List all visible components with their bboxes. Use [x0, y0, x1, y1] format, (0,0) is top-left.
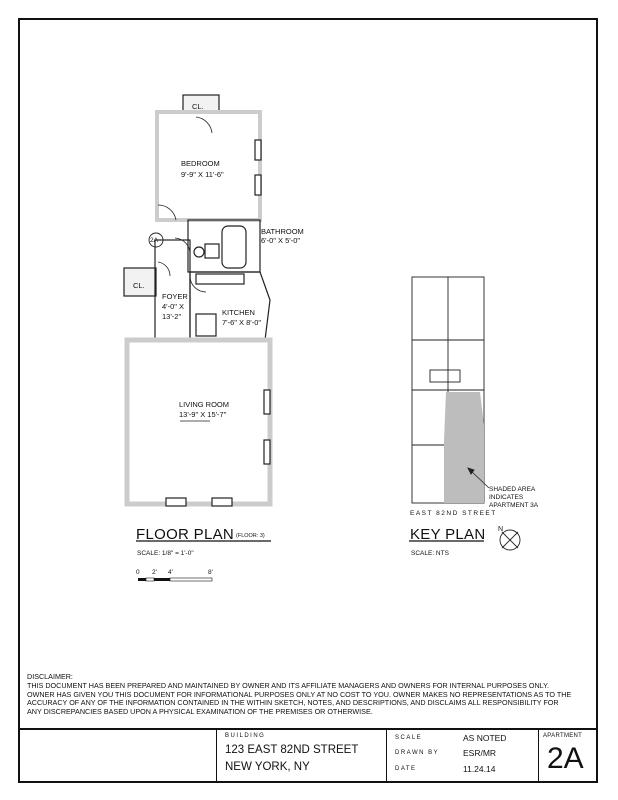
kitchen-counter — [196, 274, 244, 284]
kitchen-dimensions: 7'-6" X 8'-0" — [222, 318, 262, 327]
closet-top-label: CL. — [192, 102, 204, 111]
key-plan-note-1: SHADED AREA — [489, 486, 536, 493]
scale-value: AS NOTED — [463, 733, 507, 743]
disclaimer-body: THIS DOCUMENT HAS BEEN PREPARED AND MAINTAINED BY OWNER AND ITS AFFILIATE MANAGERS AND OWNERS FOR INTERNAL PURPOSES ONLY. OWNER HAS GIVEN YOU THIS DOCUMENT FOR INFORMATIONAL PURPOSES ONLY AT NO COST TO YOU. OWNER MAKES NO REPRESENTATIONS AS TO THE ACCURACY OF ANY OF THE INFORMATION CONTAINED IN THE WITHIN SKETCH, NOTES, AND DESCRIPTIONS, AND DISCLAIMS ALL RESPONSIBILITY FOR ANY DISCREPANCIES BASED UPON A PHYSICAL EXAMINATION OF THE PREMISES OR OTHERWISE. — [27, 680, 572, 717]
foyer-wall — [155, 240, 190, 340]
address-line-2: NEW YORK, NY — [225, 761, 310, 773]
bathroom-dimensions: 6'-0" X 5'-0" — [261, 236, 301, 245]
bathtub — [222, 226, 246, 268]
north-label: N — [498, 526, 504, 533]
scale-bar-0: 0 — [136, 569, 140, 576]
apartment-caption: APARTMENT — [543, 733, 583, 739]
building-caption: BUILDING — [225, 733, 266, 739]
bedroom-dimensions: 9'-9" X 11'-6" — [181, 170, 224, 179]
bathroom-label: BATHROOM — [261, 227, 304, 236]
date-value: 11.24.14 — [463, 764, 496, 774]
unit-tag-label: 2A — [150, 237, 158, 244]
apartment-cell — [538, 730, 596, 783]
date-caption: DATE — [395, 766, 417, 772]
bedroom-label: BEDROOM — [181, 159, 220, 168]
kitchen-wall — [190, 272, 270, 340]
shaded-apartment-area — [444, 392, 484, 503]
scale-bar-2: 2' — [152, 569, 157, 576]
living-room-wall — [127, 340, 270, 504]
toilet — [194, 247, 204, 257]
kitchen-label: KITCHEN — [222, 308, 255, 317]
scale-bar-graphic — [138, 578, 212, 581]
scale-bar-8: 8' — [208, 569, 213, 576]
drawn-by-value: ESR/MR — [463, 748, 497, 758]
info-cell — [386, 730, 538, 783]
key-plan-note-2: INDICATES — [489, 494, 524, 501]
key-plan-scale: SCALE: NTS — [411, 550, 449, 557]
floor-plan-title: FLOOR PLAN — [136, 526, 235, 543]
bath-sink — [205, 244, 219, 258]
closet-left-label: CL. — [133, 281, 145, 290]
disclaimer-heading: DISCLAIMER: — [27, 672, 73, 681]
floor-plan-scale: SCALE: 1/8" = 1'-0" — [137, 550, 194, 557]
living-room-label: LIVING ROOM — [179, 400, 230, 409]
foyer-dimensions-1: 4'-0" X — [162, 302, 185, 311]
scale-bar-4: 4' — [168, 569, 173, 576]
title-block — [18, 728, 598, 783]
foyer-dimensions-2: 13'-2" — [162, 312, 182, 321]
key-plan-note-3: APARTMENT 3A — [489, 502, 539, 509]
scale-caption: SCALE — [395, 735, 423, 741]
apartment-number: 2A — [547, 742, 584, 775]
key-plan-street: EAST 82ND STREET — [410, 510, 497, 517]
floor-note: (FLOOR: 3) — [236, 533, 265, 539]
disclaimer — [27, 673, 572, 717]
foyer-label: FOYER — [162, 292, 188, 301]
address-line-1: 123 EAST 82ND STREET — [225, 744, 359, 756]
living-room-dimensions: 13'-9" X 15'-7" — [179, 410, 227, 419]
key-plan-title: KEY PLAN — [410, 526, 486, 543]
kitchen-fridge — [196, 314, 216, 336]
drawn-by-caption: DRAWN BY — [395, 750, 440, 756]
building-cell — [216, 730, 386, 783]
